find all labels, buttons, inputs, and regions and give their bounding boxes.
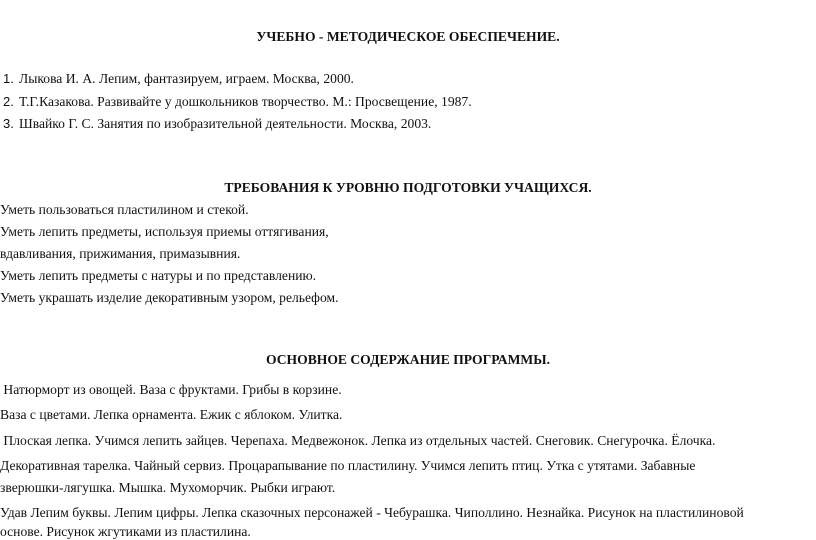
section-title-methodical: УЧЕБНО - МЕТОДИЧЕСКОЕ ОБЕСПЕЧЕНИЕ.: [256, 29, 560, 44]
content-line: Ваза с цветами. Лепка орнамента. Ежик с яблоком. Улитка.: [0, 407, 343, 422]
content-line: Удав Лепим буквы. Лепим цифры. Лепка сказочных персонажей - Чебурашка. Чиполлино. Незнайка. Рисунок на пластилиновой: [0, 505, 744, 520]
content-line: Декоративная тарелка. Чайный сервиз. Процарапывание по пластилину. Учимся лепить птиц. Утка с утятами. Забавные: [0, 458, 696, 473]
reference-text: Лыкова И. А. Лепим, фантазируем, играем. Москва, 2000.: [19, 71, 354, 86]
reference-text: Т.Г.Казакова. Развивайте у дошкольников творчество. М.: Просвещение, 1987.: [19, 94, 472, 109]
content-line: Натюрморт из овощей. Ваза с фруктами. Грибы в корзине.: [0, 382, 342, 397]
content-line: основе. Рисунок жгутиками из пластилина.: [0, 524, 251, 539]
requirement-line: вдавливания, прижимания, примазывния.: [0, 246, 241, 261]
requirement-line: Уметь лепить предметы с натуры и по представлению.: [0, 268, 317, 283]
requirement-line: Уметь украшать изделие декоративным узором, рельефом.: [0, 290, 339, 305]
content-line: Плоская лепка. Учимся лепить зайцев. Черепаха. Медвежонок. Лепка из отдельных частей. Снеговик. Снегурочка. Ёлочка.: [0, 433, 716, 448]
content-line: зверюшки-лягушка. Мышка. Мухоморчик. Рыбки играют.: [0, 480, 336, 495]
reference-text: Швайко Г. С. Занятия по изобразительной деятельности. Москва, 2003.: [19, 116, 432, 131]
reference-item: [3, 71, 354, 87]
reference-number: 3.: [3, 116, 14, 131]
section-title-requirements: ТРЕБОВАНИЯ К УРОВНЮ ПОДГОТОВКИ УЧАЩИХСЯ.: [224, 180, 592, 195]
section-title-program-content: ОСНОВНОЕ СОДЕРЖАНИЕ ПРОГРАММЫ.: [265, 352, 551, 367]
requirement-line: Уметь пользоваться пластилином и стекой.: [0, 202, 249, 217]
reference-number: 1.: [3, 71, 14, 86]
reference-item: [3, 116, 431, 132]
reference-item: [3, 94, 472, 110]
requirement-line: Уметь лепить предметы, используя приемы оттягивания,: [0, 224, 329, 239]
reference-number: 2.: [3, 94, 14, 109]
